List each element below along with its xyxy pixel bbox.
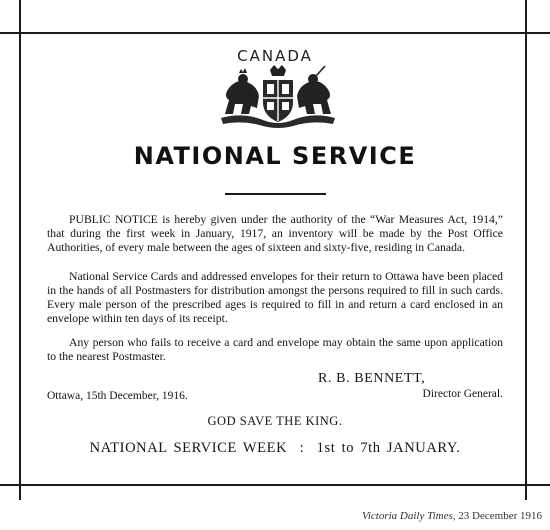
signatory-title: Director General. — [422, 388, 503, 400]
top-rule — [0, 32, 550, 34]
service-week-banner: NATIONAL SERVICE WEEK : 1st to 7th JANUARY. — [89, 440, 461, 456]
signatory-name: R. B. BENNETT, — [318, 371, 426, 386]
notice-title: NATIONAL SERVICE — [133, 142, 417, 170]
country-heading: CANADA — [237, 47, 313, 65]
title-divider — [225, 193, 326, 195]
bottom-rule — [0, 484, 550, 486]
royal-coat-of-arms-icon — [213, 64, 343, 128]
notice-paragraph-2: National Service Cards and addressed envelopes for their return to Ottawa have been placed in the hands of all Postmasters for distribution amongst the persons required to fill in such cards. Every male person of the prescribed ages is required to fill in and return a card enclosed in an envelope within ten days of its receipt. — [47, 270, 503, 325]
caption-date: , 23 December 1916 — [452, 510, 542, 522]
notice-paragraph-3: Any person who fails to receive a card and envelope may obtain the same upon application to the nearest Postmaster. — [47, 336, 503, 363]
place-date: Ottawa, 15th December, 1916. — [47, 390, 188, 402]
caption-publication: Victoria Daily Times — [361, 510, 453, 522]
source-caption — [362, 510, 542, 522]
closing-line: GOD SAVE THE KING. — [207, 414, 343, 428]
notice-paragraph-1: PUBLIC NOTICE is hereby given under the authority of the “War Measures Act, 1914,” that during the first week in January, 1917, an inventory will be made by the Post Office Authorities, of every male between the ages of sixteen and sixty-five, residing in Canada. — [47, 213, 503, 254]
